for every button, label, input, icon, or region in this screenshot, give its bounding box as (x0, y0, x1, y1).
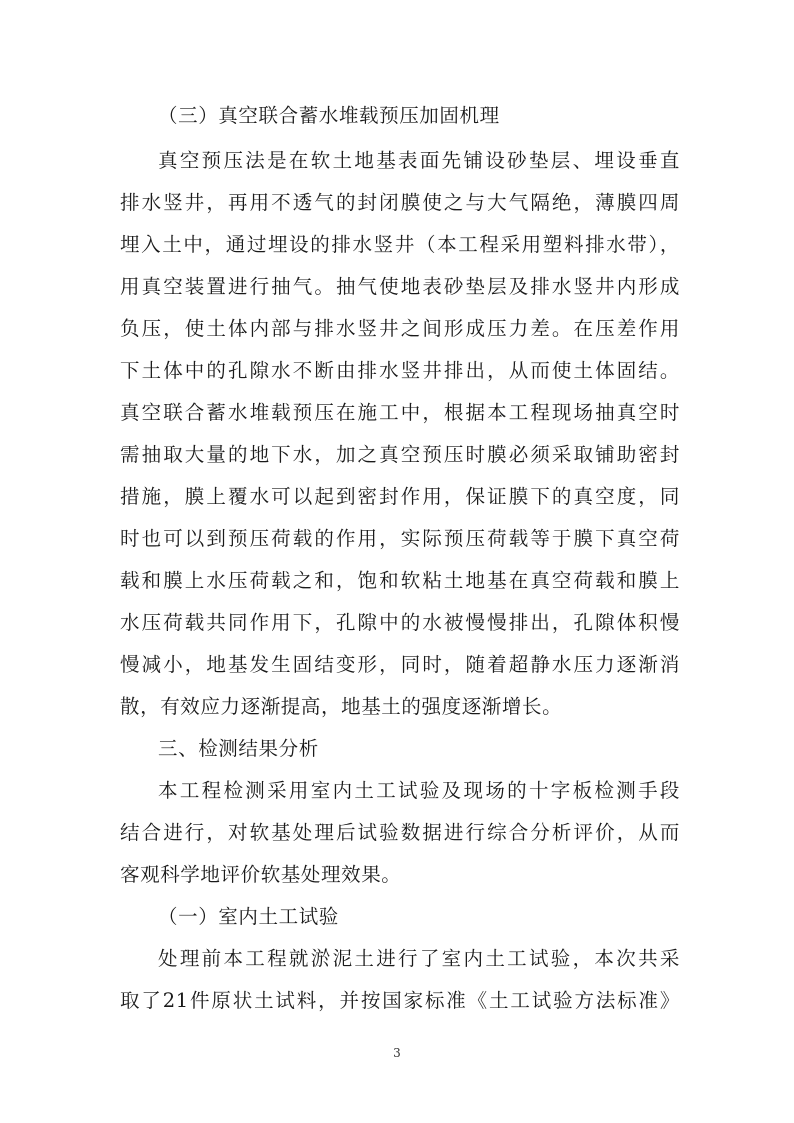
paragraph-line: 下土体中的孔隙水不断由排水竖井排出，从而使土体固结。 (120, 359, 680, 382)
paragraph-line: 处理前本工程就淤泥土进行了室内土工试验，本次共采 (158, 947, 680, 970)
heading-section-3: 三、检测结果分析 (158, 737, 319, 760)
paragraph-line: 真空预压法是在软土地基表面先铺设砂垫层、埋设垂直 (158, 149, 680, 172)
heading-section-3-1-indoor: （一）室内土工试验 (158, 905, 339, 928)
paragraph-line: 本工程检测采用室内土工试验及现场的十字板检测手段 (158, 779, 680, 802)
paragraph-line: 载和膜上水压荷载之和，饱和软粘土地基在真空荷载和膜上 (120, 569, 680, 592)
paragraph-line: 结合进行，对软基处理后试验数据进行综合分析评价，从而 (120, 821, 680, 844)
paragraph-line: 需抽取大量的地下水，加之真空预压时膜必须采取铺助密封 (120, 443, 680, 466)
paragraph-line: 排水竖井，再用不透气的封闭膜使之与大气隔绝，薄膜四周 (120, 191, 680, 214)
paragraph-line: 负压，使土体内部与排水竖井之间形成压力差。在压差作用 (120, 317, 680, 340)
paragraph-line: 客观科学地评价软基处理效果。 (120, 863, 402, 886)
paragraph-line: 慢减小，地基发生固结变形，同时，随着超静水压力逐渐消 (120, 653, 680, 676)
paragraph-line: 水压荷载共同作用下，孔隙中的水被慢慢排出，孔隙体积慢 (120, 611, 680, 634)
paragraph-line: 措施，膜上覆水可以起到密封作用，保证膜下的真空度，同 (120, 485, 680, 508)
page-number: 3 (393, 1046, 401, 1060)
paragraph-line: 用真空装置进行抽气。抽气使地表砂垫层及排水竖井内形成 (120, 275, 680, 298)
paragraph-line: 取了21件原状土试料，并按国家标准《土工试验方法标准》 (120, 989, 680, 1012)
paragraph-line: 埋入土中，通过埋设的排水竖井（本工程采用塑料排水带）， (120, 233, 680, 256)
heading-section-3-1: （三）真空联合蓄水堆载预压加固机理 (158, 104, 500, 127)
paragraph-line: 散，有效应力逐渐提高，地基土的强度逐渐增长。 (120, 695, 563, 718)
paragraph-line: 时也可以到预压荷载的作用，实际预压荷载等于膜下真空荷 (120, 527, 680, 550)
paragraph-line: 真空联合蓄水堆载预压在施工中，根据本工程现场抽真空时 (120, 401, 680, 424)
